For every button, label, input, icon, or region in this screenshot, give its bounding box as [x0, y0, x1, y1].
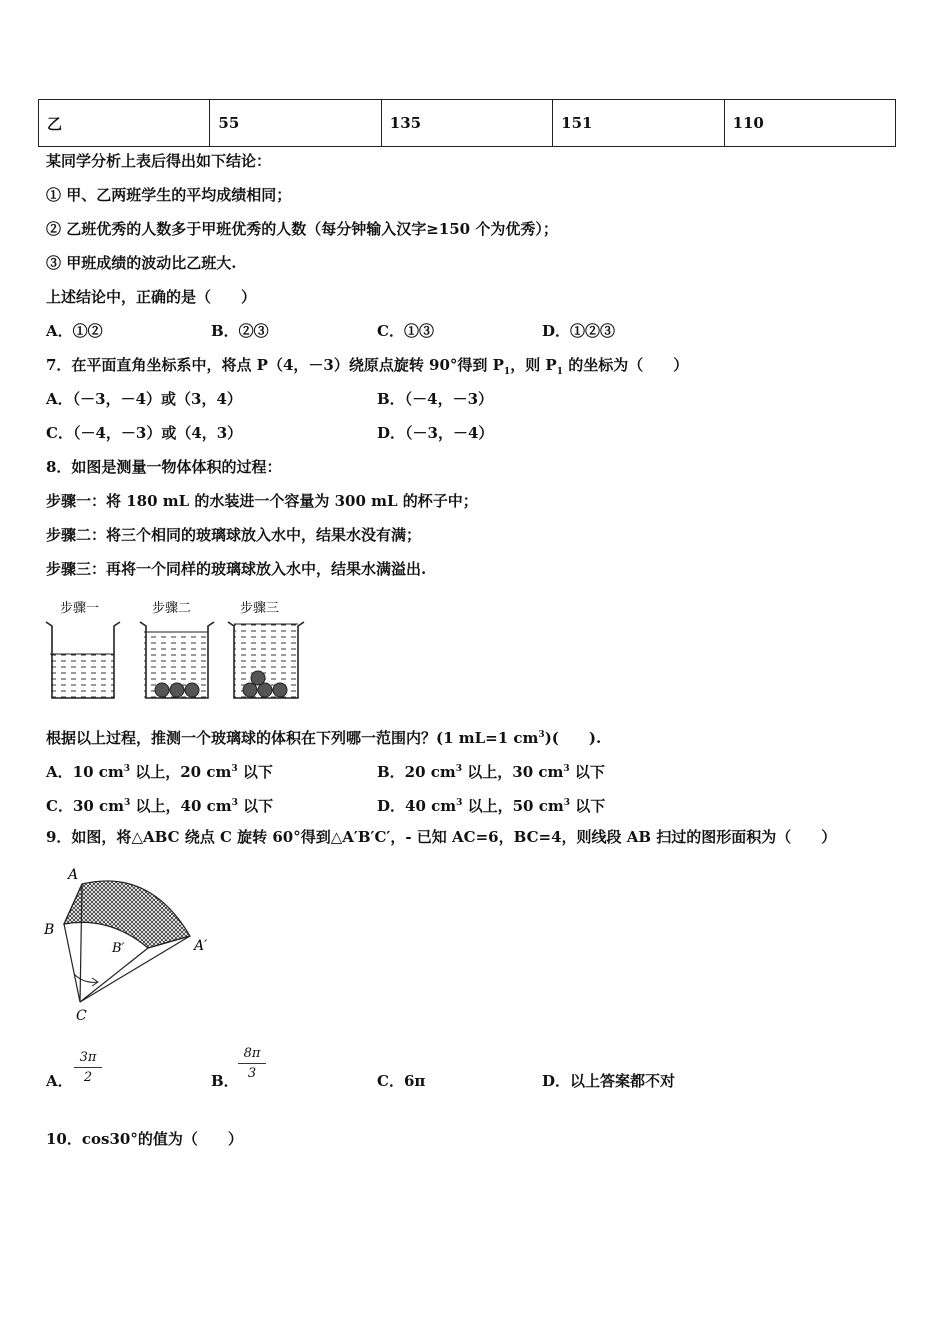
table-cell: 135 — [381, 100, 552, 147]
q7-option-c[interactable]: C．（－4，－3）或（4，3） — [46, 424, 243, 442]
label-a-prime: A′ — [194, 938, 208, 954]
q6-option-a[interactable]: A．①② — [46, 322, 103, 340]
q6-option-d[interactable]: D．①②③ — [542, 322, 616, 340]
beaker-figure — [40, 592, 310, 704]
q6-option-c[interactable]: C．①③ — [377, 322, 434, 340]
beaker-label-1: 步骤一 — [60, 601, 100, 616]
beaker-label-2: 步骤二 — [152, 601, 192, 616]
q9-option-b-label[interactable]: B． — [211, 1072, 239, 1090]
conclusion-1: ① 甲、乙两班学生的平均成绩相同； — [46, 186, 292, 204]
beaker-1 — [46, 622, 120, 698]
q8-option-b[interactable]: B．20 $cm^3$ 以上，30 $cm^3$ 以下 — [377, 763, 605, 781]
table-cell: 151 — [553, 100, 724, 147]
conclusion-3: ③ 甲班成绩的波动比乙班大. — [46, 254, 237, 272]
conclusion-intro: 某同学分析上表后得出如下结论： — [46, 152, 272, 170]
q9-option-b-fraction[interactable] — [238, 1046, 266, 1081]
q8-step-3: 步骤三：再将一个同样的玻璃球放入水中，结果水满溢出. — [46, 560, 427, 578]
q8-option-c[interactable]: C．30 $cm^3$ 以上，40 $cm^3$ 以下 — [46, 797, 274, 815]
q10-stem: 10．cos30°的值为（ ） — [46, 1130, 243, 1148]
fraction-numerator: 8π — [243, 1046, 261, 1061]
table-row — [39, 100, 896, 147]
fraction-denominator: 3 — [247, 1066, 257, 1081]
q6-option-b[interactable]: B．②③ — [211, 322, 269, 340]
beaker-label-3: 步骤三 — [240, 601, 280, 616]
q9-option-a-fraction[interactable] — [74, 1050, 102, 1085]
label-a: A — [68, 867, 79, 883]
q8-option-a[interactable]: A．10 $cm^3$ 以上，20 $cm^3$ 以下 — [46, 763, 273, 781]
fraction-bar — [74, 1067, 102, 1068]
label-b: B — [44, 922, 55, 938]
q7-option-b[interactable]: B．（－4，－3） — [377, 390, 494, 408]
rotation-figure — [40, 862, 220, 1030]
q9-option-c[interactable]: C．6π — [377, 1072, 426, 1090]
fraction-bar — [238, 1063, 266, 1064]
label-c: C — [76, 1008, 87, 1024]
table-cell: 55 — [210, 100, 381, 147]
q9-option-a-label[interactable]: A． — [46, 1072, 73, 1090]
conclusion-2: ② 乙班优秀的人数多于甲班优秀的人数（每分钟输入汉字≥150 个为优秀）； — [46, 220, 558, 238]
table-cell: 110 — [724, 100, 895, 147]
q8-step-2: 步骤二：将三个相同的玻璃球放入水中，结果水没有满； — [46, 526, 422, 544]
q8-question: 根据以上过程，推测一个玻璃球的体积在下列哪一范围内？(1 mL=1 $cm^3$)( ). — [46, 729, 602, 747]
q7-option-d[interactable]: D．（－3，－4） — [377, 424, 494, 442]
q7-stem: 7．在平面直角坐标系中，将点 P（4，－3）绕原点旋转 90°得到 $P_1$，则 $P_1$ 的坐标为（ ） — [46, 356, 689, 377]
question-prompt: 上述结论中，正确的是（ ） — [46, 288, 257, 306]
beaker-3 — [228, 622, 304, 698]
score-table — [38, 99, 896, 147]
q9-option-d[interactable]: D．以上答案都不对 — [542, 1072, 676, 1090]
q8-stem: 8．如图是测量一物体体积的过程： — [46, 458, 282, 476]
fraction-denominator: 2 — [83, 1070, 93, 1085]
q8-option-d[interactable]: D．40 $cm^3$ 以上，50 $cm^3$ 以下 — [377, 797, 606, 815]
label-b-prime: B′ — [112, 941, 125, 956]
table-cell-class: 乙 — [39, 100, 210, 147]
q9-stem: 9．如图，将△ABC 绕点 C 旋转 60°得到△A′B′C′，- 已知 AC=6，BC=4，则线段 AB 扫过的图形面积为（ ） — [46, 828, 837, 846]
beaker-2 — [140, 622, 214, 698]
fraction-numerator: 3π — [79, 1050, 97, 1065]
q8-step-1: 步骤一：将 180 mL 的水装进一个容量为 300 mL 的杯子中； — [46, 492, 478, 510]
q7-option-a[interactable]: A．（－3，－4）或（3，4） — [46, 390, 242, 408]
